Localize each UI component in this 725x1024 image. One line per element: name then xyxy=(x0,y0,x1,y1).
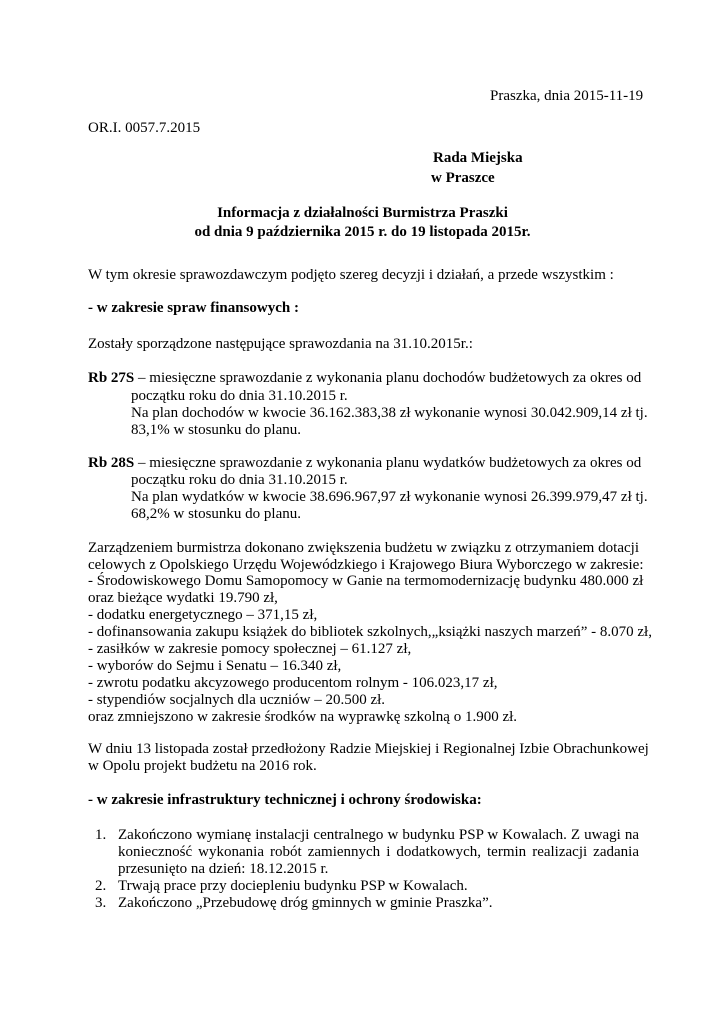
section-heading-finance: - w zakresie spraw finansowych : xyxy=(88,300,299,316)
rb28-line-2: początku roku do dnia 31.10.2015 r. xyxy=(131,472,348,488)
order-line-8: - wyborów do Sejmu i Senatu – 16.340 zł, xyxy=(88,658,342,674)
list-item-1-line-3: przesunięto na dzień: 18.12.2015 r. xyxy=(118,861,329,877)
order-line-9: - zwrotu podatku akcyzowego producentom rolnym - 106.023,17 zł, xyxy=(88,675,498,691)
document-title-line-1: Informacja z działalności Burmistrza Praszki xyxy=(217,205,508,221)
recipient-line-2: w Praszce xyxy=(431,170,495,186)
rb28-line-4: 68,2% w stosunku do planu. xyxy=(131,506,301,522)
list-item-3: Zakończono „Przebudowę dróg gminnych w gminie Praszka”. xyxy=(118,895,493,911)
document-title-line-2: od dnia 9 października 2015 r. do 19 listopada 2015r. xyxy=(194,224,531,240)
order-line-5: - dodatku energetycznego – 371,15 zł, xyxy=(88,607,318,623)
recipient-line-1: Rada Miejska xyxy=(433,150,523,166)
rb27-line-2: początku roku do dnia 31.10.2015 r. xyxy=(131,388,348,404)
rb27-code: Rb 27S xyxy=(88,370,135,386)
order-line-1: Zarządzeniem burmistrza dokonano zwiększenia budżetu w związku z otrzymaniem dotacji xyxy=(88,540,639,556)
reference-number: OR.I. 0057.7.2015 xyxy=(88,120,201,136)
list-item-1-line-1: Zakończono wymianę instalacji centralnego w budynku PSP w Kowalach. Z uwagi na xyxy=(118,827,639,843)
list-item-number: 1. xyxy=(95,827,107,843)
order-line-10: - stypendiów socjalnych dla uczniów – 20.500 zł. xyxy=(88,692,386,708)
rb27-line-1: Rb 27S – miesięczne sprawozdanie z wykonania planu dochodów budżetowych za okres od xyxy=(88,370,642,386)
reports-intro: Zostały sporządzone następujące sprawozdania na 31.10.2015r.: xyxy=(88,336,473,352)
budget-line-2: w Opolu projekt budżetu na 2016 rok. xyxy=(88,758,317,774)
rb28-code: Rb 28S xyxy=(88,455,135,471)
place-date: Praszka, dnia 2015-11-19 xyxy=(490,88,644,104)
list-item-number: 3. xyxy=(95,895,107,911)
order-line-7: - zasiłków w zakresie pomocy społecznej – 61.127 zł, xyxy=(88,641,412,657)
order-line-11: oraz zmniejszono w zakresie środków na wyprawkę szkolną o 1.900 zł. xyxy=(88,709,518,725)
rb28-line-1: Rb 28S – miesięczne sprawozdanie z wykonania planu wydatków budżetowych za okres od xyxy=(88,455,642,471)
list-item-2: Trwają prace przy dociepleniu budynku PSP w Kowalach. xyxy=(118,878,468,894)
order-line-4: oraz bieżące wydatki 19.790 zł, xyxy=(88,590,278,606)
list-item-number: 2. xyxy=(95,878,107,894)
order-line-6: - dofinansowania zakupu książek do bibliotek szkolnych,„książki naszych marzeń” - 8.070 zł, xyxy=(88,624,652,640)
rb27-line-3: Na plan dochodów w kwocie 36.162.383,38 zł wykonanie wynosi 30.042.909,14 zł tj. xyxy=(131,405,648,421)
rb27-line-4: 83,1% w stosunku do planu. xyxy=(131,422,301,438)
budget-line-1: W dniu 13 listopada został przedłożony Radzie Miejskiej i Regionalnej Izbie Obrachunkowej xyxy=(88,741,649,757)
intro-paragraph: W tym okresie sprawozdawczym podjęto szereg decyzji i działań, a przede wszystkim : xyxy=(88,267,614,283)
list-item-1-line-2: konieczność wykonania robót zamiennych i dodatkowych, termin realizacji zadania xyxy=(118,844,639,860)
rb28-line-3: Na plan wydatków w kwocie 38.696.967,97 zł wykonanie wynosi 26.399.979,47 zł tj. xyxy=(131,489,648,505)
order-line-2: celowych z Opolskiego Urzędu Wojewódzkiego i Krajowego Biura Wyborczego w zakresie: xyxy=(88,557,644,573)
section-heading-infrastructure: - w zakresie infrastruktury technicznej i ochrony środowiska: xyxy=(88,792,482,808)
order-line-3: - Środowiskowego Domu Samopomocy w Ganie na termomodernizację budynku 480.000 zł xyxy=(88,573,644,589)
